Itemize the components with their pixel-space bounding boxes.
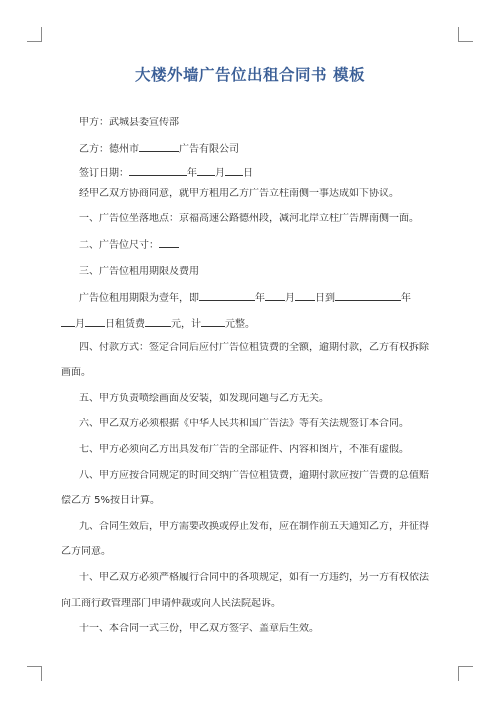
party-b-blank [139,141,179,152]
party-a-line: 甲方：武城县委宣传部 [79,117,179,128]
clause-4-line-2: 画面。 [61,367,91,378]
clause-7: 七、甲方必须向乙方出具发布广告的全部证件、内容和图片，不准有虚假。 [79,444,409,455]
party-b-prefix: 乙方：德州市 [79,144,139,155]
clause-5: 五、甲方负责喷绘画面及安装，如发现问题与乙方无关。 [79,393,329,404]
sign-day-blank [225,165,243,176]
clause-11: 十一、本合同一式三份，甲乙双方签字、盖章后生效。 [79,623,319,634]
term-day-to-label: 日到 [315,293,335,304]
clause-2 [79,237,437,252]
term-end-year-blank [335,290,401,301]
sign-year-label: 年 [187,168,197,179]
term-year-label: 年 [255,293,265,304]
term-total-label: 元，计 [171,319,201,330]
crop-mark-top-right [458,27,473,42]
clause-8-line-2: 偿乙方 5%按日计算。 [61,495,161,506]
term-end-month-blank [61,316,75,327]
term-start-month-blank [265,290,285,301]
fee-blank [145,316,171,327]
sign-year-blank [129,165,187,176]
clause-2-label: 二、广告位尺寸： [79,240,159,251]
term-prefix: 广告位租用期限为壹年，即 [79,293,199,304]
term-month2-label: 月 [75,319,85,330]
clause-6: 六、甲乙双方必须根据《中华人民共和国广告法》等有关法规签订本合同。 [79,418,409,429]
clause-1: 一、广告位坐落地点：京福高速公路德州段，减河北岸立柱广告牌南侧一面。 [79,213,419,224]
sign-month-blank [197,165,215,176]
crop-mark-bottom-right [458,666,473,681]
term-month-label: 月 [285,293,295,304]
term-line-2 [61,316,437,331]
clause-3-heading: 三、广告位租用期限及费用 [79,266,199,277]
term-end-label: 元整。 [225,319,255,330]
sign-month-label: 月 [215,168,225,179]
size-blank [159,237,179,248]
party-b-line [79,141,437,156]
term-end-day-blank [85,316,105,327]
sign-day-label: 日 [243,168,253,179]
clause-10-line-2: 向工商行政管理部门申请仲裁或向人民法院起诉。 [61,598,281,609]
clause-9-line-2: 乙方同意。 [61,546,111,557]
term-fee-label: 日租赁费 [105,319,145,330]
crop-mark-bottom-left [27,666,42,681]
term-start-year-blank [199,290,255,301]
sign-date-line [79,165,437,180]
clause-4-line-1: 四、付款方式：签定合同后应付广告位租赁费的全额，逾期付款，乙方有权拆除 [79,342,429,353]
term-line-1 [79,290,437,305]
clause-8-line-1: 八、甲方应按合同规定的时间交纳广告位租赁费，逾期付款应按广告费的总值赔 [79,470,429,481]
clause-9-line-1: 九、合同生效后，甲方需要改换或停止发布，应在制作前五天通知乙方，并征得 [79,521,429,532]
clause-10-line-1: 十、甲乙双方必须严格履行合同中的各项规定，如有一方违约，另一方有权依法 [79,572,429,583]
party-b-suffix: 广告有限公司 [179,144,239,155]
crop-mark-top-left [27,27,42,42]
total-blank [201,316,225,327]
document-title: 大楼外墙广告位出租合同书 模板 [135,66,365,84]
sign-date-label: 签订日期： [79,168,129,179]
term-year2-label: 年 [401,293,411,304]
term-start-day-blank [295,290,315,301]
intro-paragraph: 经甲乙双方协商同意，就甲方租用乙方广告立柱南侧一事达成如下协议。 [79,188,399,199]
